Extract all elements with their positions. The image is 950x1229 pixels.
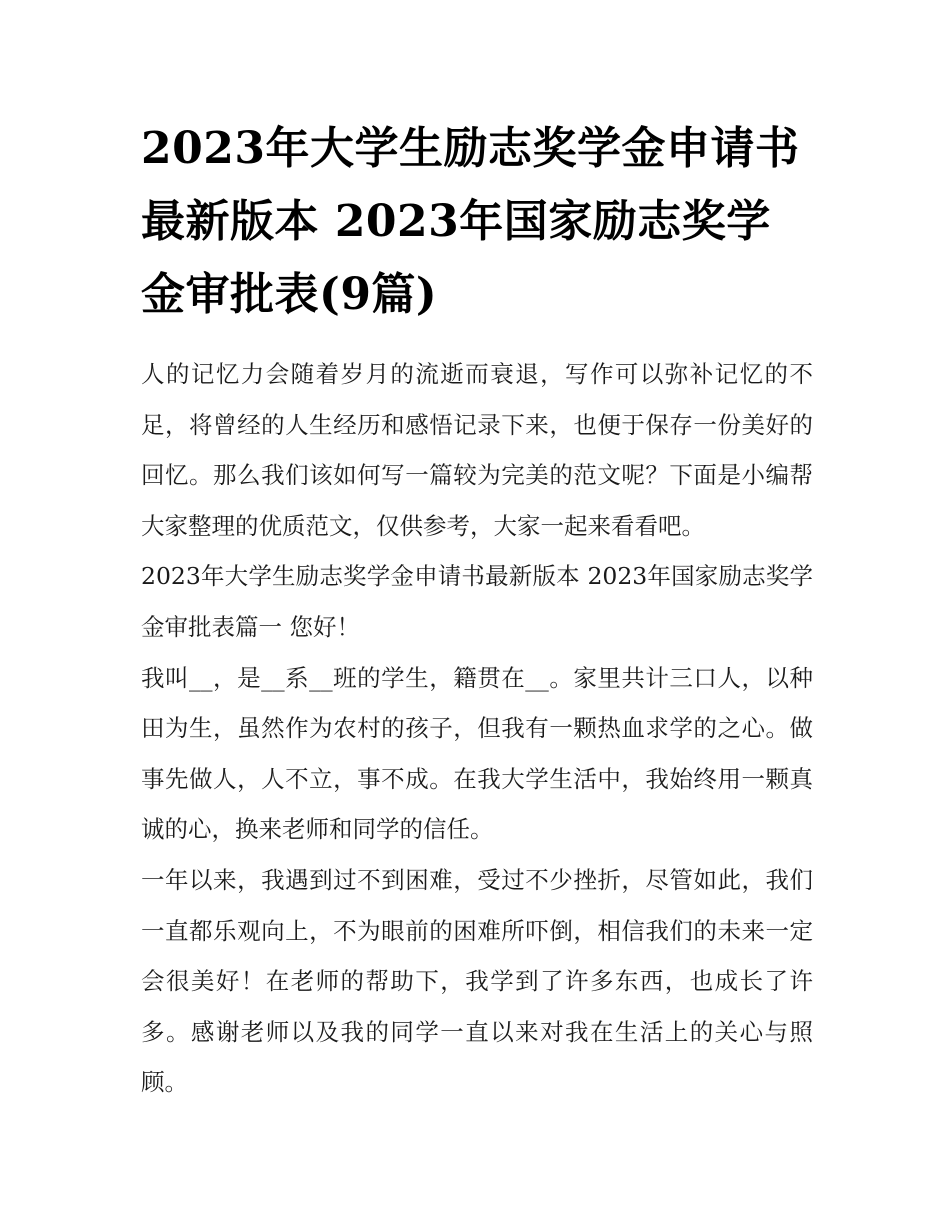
paragraph-intro: 人的记忆力会随着岁月的流逝而衰退，写作可以弥补记忆的不足，将曾经的人生经历和感悟记录下来，也便于保存一份美好的回忆。那么我们该如何写一篇较为完美的范文呢？下面是小编帮大家整理的优质范文，仅供参考，大家一起来看看吧。 [141, 360, 813, 540]
document-page [141, 112, 813, 1108]
paragraph-self-introduction: 我叫__，是__系__班的学生，籍贯在__。家里共计三口人，以种田为生，虽然作为农村的孩子，但我有一颗热血求学的之心。做事先做人，人不立，事不成。在我大学生活中，我始终用一颗真诚的心，换来老师和同学的信任。 [141, 663, 813, 844]
paragraph-year-review: 一年以来，我遇到过不到困难，受过不少挫折，尽管如此，我们一直都乐观向上，不为眼前的困难所吓倒，相信我们的未来一定会很美好！在老师的帮助下，我学到了许多东西，也成长了许多。感谢老师以及我的同学一直以来对我在生活上的关心与照顾。 [141, 865, 813, 1097]
paragraph-heading-greeting: 2023年大学生励志奖学金申请书最新版本 2023年国家励志奖学金审批表篇一 您好！ [141, 562, 813, 641]
document-title: 2023年大学生励志奖学金申请书最新版本 2023年国家励志奖学金审批表(9篇) [141, 123, 800, 320]
document-body [141, 349, 813, 1108]
